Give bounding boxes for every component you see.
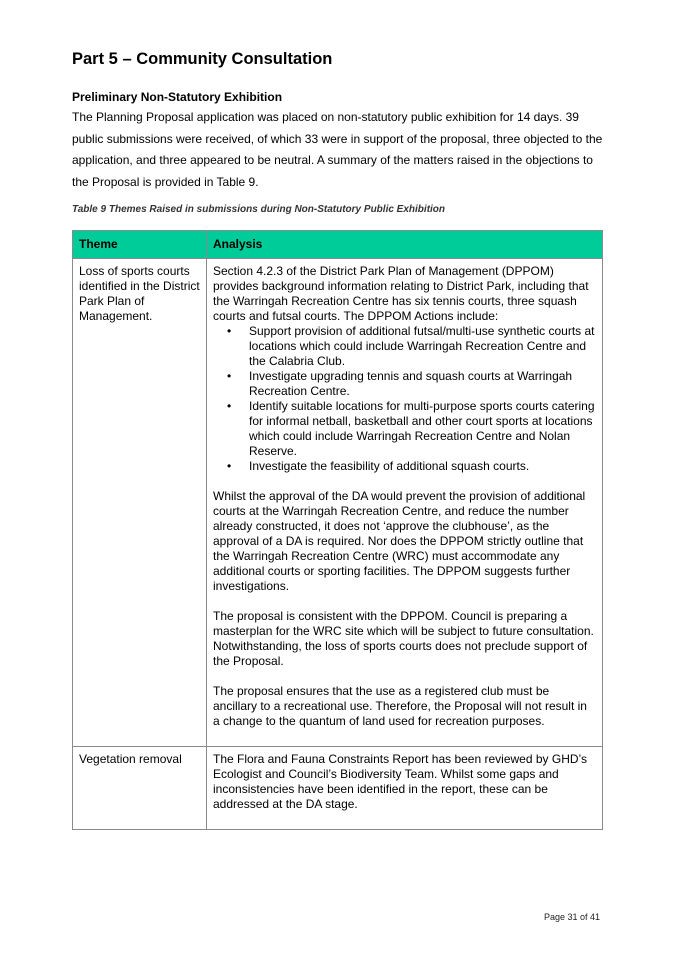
list-item-text: Identify suitable locations for multi-purpose sports courts catering for informal netball, basketball and other court sports at locations which could include Warringah Recreation Centre and Nolan Reserve. <box>249 399 595 458</box>
bullet-icon: • <box>227 399 232 413</box>
analysis-cell <box>207 259 603 747</box>
list-item <box>213 324 596 369</box>
column-header-analysis: Analysis <box>207 231 603 259</box>
intro-paragraph: The Planning Proposal application was placed on non-statutory public exhibition for 14 days. 39 public submissions were received, of which 33 were in support of the proposal, three objected to the application, and three appeared to be neutral. A summary of the matters raised in the objections to the Proposal is provided in Table 9. <box>72 110 603 189</box>
analysis-intro: Section 4.2.3 of the District Park Plan of Management (DPPOM) provides background information relating to District Park, including that the Warringah Recreation Centre has six tennis courts, three squash courts and futsal courts. The DPPOM Actions include: <box>213 264 589 323</box>
theme-cell: Vegetation removal <box>73 747 207 830</box>
bullet-icon: • <box>227 369 232 383</box>
analysis-paragraph: The Flora and Fauna Constraints Report has been reviewed by GHD’s Ecologist and Council’s Biodiversity Team. Whilst some gaps and inconsistencies have been identified in the report, these can be addressed at the DA stage. <box>213 752 587 811</box>
analysis-paragraph: The proposal ensures that the use as a registered club must be ancillary to a recreational use. Therefore, the Proposal will not result in a change to the quantum of land used for recreation purposes. <box>213 684 587 728</box>
column-header-theme: Theme <box>73 231 207 259</box>
list-item <box>213 399 596 459</box>
dppom-actions-list <box>213 324 596 474</box>
list-item <box>213 369 596 399</box>
table-caption: Table 9 Themes Raised in submissions during Non-Statutory Public Exhibition <box>72 204 446 215</box>
bullet-icon: • <box>227 459 232 473</box>
section-heading: Preliminary Non-Statutory Exhibition <box>72 90 283 104</box>
analysis-paragraph: The proposal is consistent with the DPPOM. Council is preparing a masterplan for the WRC site which will be subject to future consultation. Notwithstanding, the loss of sports courts does not preclude support of the Proposal. <box>213 609 594 668</box>
table-row <box>73 259 603 747</box>
list-item <box>213 459 596 474</box>
bullet-icon: • <box>227 324 232 338</box>
theme-cell: Loss of sports courts identified in the District Park Plan of Management. <box>73 259 207 747</box>
table-row <box>73 747 603 830</box>
analysis-cell <box>207 747 603 830</box>
themes-table <box>72 230 603 830</box>
table-header-row <box>73 231 603 259</box>
list-item-text: Support provision of additional futsal/multi-use synthetic courts at locations which could include Warringah Recreation Centre and the Calabria Club. <box>249 324 595 368</box>
list-item-text: Investigate the feasibility of additional squash courts. <box>249 459 530 473</box>
analysis-paragraph: Whilst the approval of the DA would prevent the provision of additional courts at the Warringah Recreation Centre, and reduce the number already constructed, it does not ‘approve the clubhouse’, as the approval of a DA is required. Nor does the DPPOM strictly outline that the Warringah Recreation Centre (WRC) must accommodate any additional courts or sporting facilities. The DPPOM suggests further investigations. <box>213 489 586 593</box>
list-item-text: Investigate upgrading tennis and squash courts at Warringah Recreation Centre. <box>249 369 573 398</box>
page-number: Page 31 of 41 <box>543 912 600 922</box>
page-title: Part 5 – Community Consultation <box>72 50 333 68</box>
